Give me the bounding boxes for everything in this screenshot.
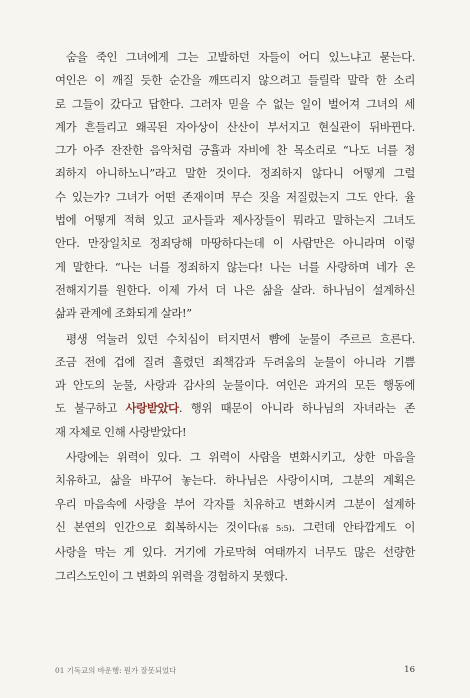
text-line: 계가 흔들리고 왜곡된 자아상이 산산이 부서지고 현실관이 뒤바뀐다. — [55, 119, 415, 134]
text-line: 평생 억눌러 있던 수치심이 터지면서 뺨에 눈물이 주르르 흐른다. — [66, 331, 415, 346]
text-line — [55, 516, 415, 541]
text-line: 삶과 관계에 조화되게 살라!” — [55, 306, 192, 321]
text-line: 전해지기를 원한다. 이제 가서 더 나은 삶을 살라. 하나님이 설계하신 — [55, 282, 415, 297]
text-line: 법에 어떻게 적혀 있고 교사들과 제사장들이 뭐라고 말하는지 그녀도 — [55, 213, 415, 228]
page-number: 16 — [404, 665, 415, 675]
chapter-running-head: 01 기독교의 바운행: 뭔가 잘못되었다 — [55, 666, 177, 675]
text-segment: 도 불구하고 — [55, 401, 126, 416]
paragraph-2 — [55, 328, 415, 444]
text-line: 그리스도인이 그 변화의 위력을 경험하지 못했다. — [55, 568, 288, 583]
text-line: 우리 마음속에 사랑을 부어 각자를 치유하고 변화시켜 그분이 설계하 — [55, 496, 415, 511]
text-line: 안다. 만장일치로 정죄당해 마땅하다는데 이 사람만은 아니라며 이렇 — [55, 236, 415, 251]
paragraph-1 — [55, 46, 415, 326]
text-segment: . 그런데 안타깝게도 이 — [291, 519, 415, 534]
text-segment: 신 본연의 인간으로 회복하시는 것이다 — [55, 519, 258, 534]
scripture-reference: (롬 5:5) — [257, 523, 292, 534]
text-line: 사랑에는 위력이 있다. 그 위력이 사람을 변화시키고, 상한 마음을 — [66, 450, 415, 465]
page-body — [55, 46, 415, 590]
text-line: 숨을 죽인 그녀에게 그는 고발하던 자들이 어디 있느냐고 묻는다. — [66, 50, 415, 64]
text-line: 여인은 이 깨질 듯한 순간을 깨뜨리지 않으려고 들릴락 말락 한 소리 — [55, 73, 415, 88]
paragraph-3 — [55, 446, 415, 588]
text-line: 조금 전에 겁에 질려 흘렸던 죄책감과 두려움의 눈물이 아니라 기쁨 — [55, 354, 415, 369]
text-line: 과 안도의 눈물, 사랑과 감사의 눈물이다. 여인은 과거의 모든 행동에 — [55, 378, 415, 393]
text-line: 사랑을 막는 게 있다. 거기에 가로막혀 여태까지 너무도 많은 선량한 — [55, 545, 415, 560]
text-line: 로 그들이 갔다고 답한다. 그러자 믿을 수 없는 일이 벌어져 그녀의 세 — [55, 96, 415, 111]
text-line: 치유하고, 삶을 바꾸어 놓는다. 하나님은 사랑이시며, 그분의 계획은 — [55, 473, 415, 488]
text-line — [55, 397, 415, 420]
highlighted-text: 사랑받았다 — [125, 401, 179, 416]
text-line: 그가 아주 잔잔한 음악처럼 긍휼과 자비에 찬 목소리로 “나도 너를 정 — [55, 143, 415, 158]
text-line: 죄하지 아니하노니”라고 말한 것이다. 정죄하지 않다니 어떻게 그럴 — [55, 166, 415, 181]
page-footer — [55, 665, 415, 676]
text-segment: . 행위 때문이 아니라 하나님의 자녀라는 존 — [178, 401, 415, 416]
text-line: 수 있는가? 그녀가 어떤 존재이며 무슨 짓을 저질렀는지 그도 안다. 율 — [55, 189, 415, 204]
text-line: 게 말한다. “나는 너를 정죄하지 않는다! 나는 너를 사랑하며 네가 온 — [55, 259, 415, 274]
text-line: 재 자체로 인해 사랑받았다! — [55, 424, 187, 439]
